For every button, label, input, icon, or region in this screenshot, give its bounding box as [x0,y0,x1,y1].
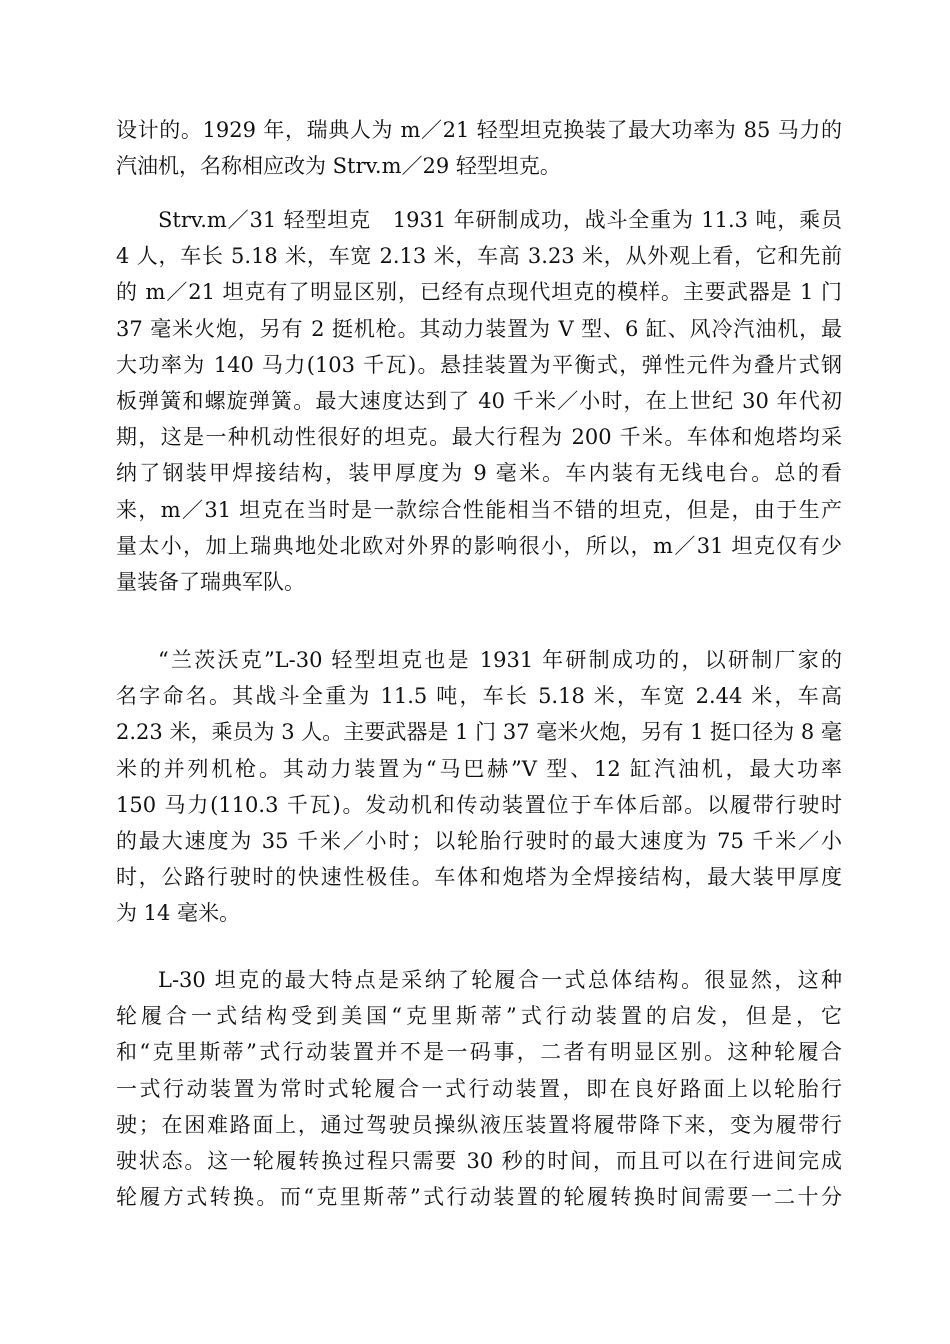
text-line: 的最大速度为 35 千米／小时；以轮胎行驶时的最大速度为 75 千米／小 [116,828,842,853]
text-line: 的 m／21 坦克有了明显区别，已经有点现代坦克的模样。主要武器是 1 门 [116,280,842,305]
text-line: 轮履合一式结构受到美国“克里斯蒂”式行动装置的启发，但是，它 [116,1004,842,1029]
paragraph-1 [116,112,842,184]
text-line: 纳了钢装甲焊接结构，装甲厚度为 9 毫米。车内装有无线电台。总的看 [116,461,842,486]
text-line: 时，公路行驶时的快速性极佳。车体和炮塔为全焊接结构，最大装甲厚度 [116,865,842,890]
text-line: 37 毫米火炮，另有 2 挺机枪。其动力装置为 V 型、6 缸、风冷汽油机，最 [116,316,842,341]
text-line: 驶状态。这一轮履转换过程只需要 30 秒的时间，而且可以在行进间完成 [116,1148,842,1173]
text-line: 轮履方式转换。而“克里斯蒂”式行动装置的轮履转换时间需要一二十分 [116,1185,842,1210]
text-line: 来，m／31 坦克在当时是一款综合性能相当不错的坦克，但是，由于生产 [116,497,842,522]
text-line: 量太小，加上瑞典地处北欧对外界的影响很小，所以，m／31 坦克仅有少 [116,533,842,558]
text-line: 4 人，车长 5.18 米，车宽 2.13 米，车高 3.23 米，从外观上看，它和先前 [116,244,842,269]
paragraph-2 [116,202,842,600]
text-line: 驶；在困难路面上，通过驾驶员操纵液压装置将履带降下来，变为履带行 [116,1112,842,1137]
text-line: 150 马力(110.3 千瓦)。发动机和传动装置位于车体后部。以履带行驶时 [116,792,842,817]
paragraph-3 [116,642,842,932]
text-line: 期，这是一种机动性很好的坦克。最大行程为 200 千米。车体和炮塔均采 [116,425,842,450]
text-line: 名字命名。其战斗全重为 11.5 吨，车长 5.18 米，车宽 2.44 米，车高 [116,684,842,709]
text-line: 和“克里斯蒂”式行动装置并不是一码事，二者有明显区别。这种轮履合 [116,1040,842,1065]
text-line: 汽油机，名称相应改为 Strv.m／29 轻型坦克。 [116,154,561,179]
text-line: 2.23 米，乘员为 3 人。主要武器是 1 门 37 毫米火炮，另有 1 挺口径为 8 毫 [116,720,842,745]
text-line: Strv.m／31 轻型坦克 1931 年研制成功，战斗全重为 11.3 吨，乘员 [158,208,842,232]
text-line: 一式行动装置为常时式轮履合一式行动装置，即在良好路面上以轮胎行 [116,1076,842,1101]
text-line: 量装备了瑞典军队。 [116,569,305,594]
text-line: 大功率为 140 马力(103 千瓦)。悬挂装置为平衡式，弹性元件为叠片式钢 [116,352,842,377]
text-line: “兰茨沃克”L-30 轻型坦克也是 1931 年研制成功的，以研制厂家的 [158,648,842,672]
text-line: L-30 坦克的最大特点是采纳了轮履合一式总体结构。很显然，这种 [158,968,842,992]
text-line: 米的并列机枪。其动力装置为“马巴赫”V 型、12 缸汽油机，最大功率 [116,756,842,781]
paragraph-4 [116,962,842,1215]
text-line: 为 14 毫米。 [116,901,241,926]
text-line: 板弹簧和螺旋弹簧。最大速度达到了 40 千米／小时，在上世纪 30 年代初 [116,388,842,413]
text-line: 设计的。1929 年，瑞典人为 m／21 轻型坦克换装了最大功率为 85 马力的 [116,118,842,142]
